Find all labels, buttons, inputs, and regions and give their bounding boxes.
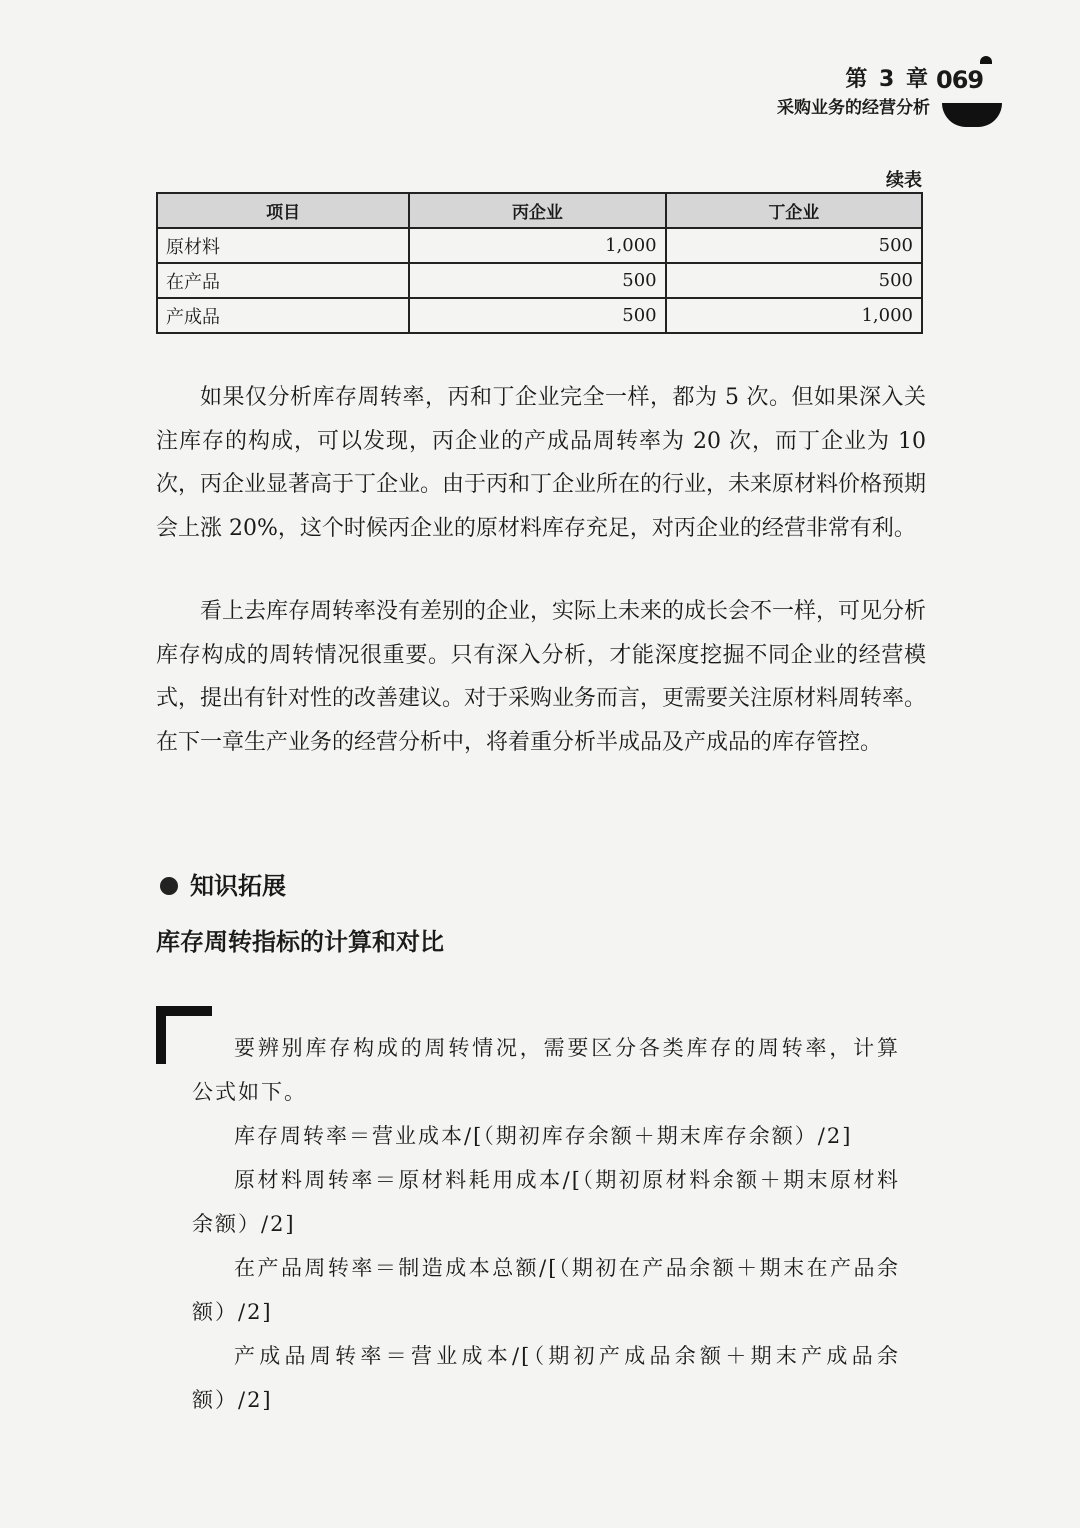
table-continued-label: 续表 [886,170,922,191]
page-number: 069 [936,66,984,94]
table-header-row [157,193,922,228]
paragraph-text: 如果仅分析库存周转率，丙和丁企业完全一样，都为 5 次。但如果深入关注库存的构成，可以发现，丙企业的产成品周转率为 20 次，而丁企业为 10 次，丙企业显著高于丁企业。由于丙和丁企业所在的行业，未来原材料价格预期会上涨 20%，这个时候丙企业的原材料库存充足，对丙企业的经营非常有利。 [156,385,927,541]
table-cell: 500 [409,263,665,298]
box-corner-bracket-side [156,1006,166,1064]
page-tab-decoration [942,103,1002,127]
knowledge-heading-text: 知识拓展 [190,872,286,900]
column-header-company-bing: 丙企业 [409,193,665,228]
body-paragraph-2 [156,590,926,764]
column-header-item: 项目 [157,193,409,228]
knowledge-heading [160,868,286,904]
knowledge-subheading: 库存周转指标的计算和对比 [156,928,444,956]
table-cell: 1,000 [409,228,665,263]
formula-box [192,1026,900,1422]
table-cell: 500 [666,263,922,298]
row-label: 产成品 [157,298,409,333]
section-title: 采购业务的经营分析 [777,98,930,118]
chapter-label: 第 3 章 [845,67,930,92]
row-label: 在产品 [157,263,409,298]
row-label: 原材料 [157,228,409,263]
inventory-table [156,192,923,334]
table-cell: 500 [409,298,665,333]
formula-intro: 要辨别库存构成的周转情况，需要区分各类库存的周转率，计算公式如下。 [192,1036,900,1104]
table-cell: 500 [666,228,922,263]
formula-finished-goods-turnover: 产成品周转率＝营业成本/[（期初产成品余额＋期末产成品余额）/2] [192,1344,900,1412]
formula-raw-material-turnover: 原材料周转率＝原材料耗用成本/[（期初原材料余额＋期末原材料余额）/2] [192,1168,900,1236]
table-row [157,228,922,263]
body-paragraph-1 [156,376,926,550]
page-ornament-icon [980,56,992,64]
formula-wip-turnover: 在产品周转率＝制造成本总额/[（期初在产品余额＋期末在产品余额）/2] [192,1256,900,1324]
table-row [157,263,922,298]
running-header [777,66,930,120]
formula-inventory-turnover: 库存周转率＝营业成本/[（期初库存余额＋期末库存余额）/2] [234,1124,853,1148]
table-cell: 1,000 [666,298,922,333]
table-row [157,298,922,333]
paragraph-text: 看上去库存周转率没有差别的企业，实际上未来的成长会不一样，可见分析库存构成的周转情况很重要。只有深入分析，才能深度挖掘不同企业的经营模式，提出有针对性的改善建议。对于采购业务而言，更需要关注原材料周转率。在下一章生产业务的经营分析中，将着重分析半成品及产成品的库存管控。 [156,599,927,755]
bullet-dot-icon [160,877,178,895]
column-header-company-ding: 丁企业 [666,193,922,228]
